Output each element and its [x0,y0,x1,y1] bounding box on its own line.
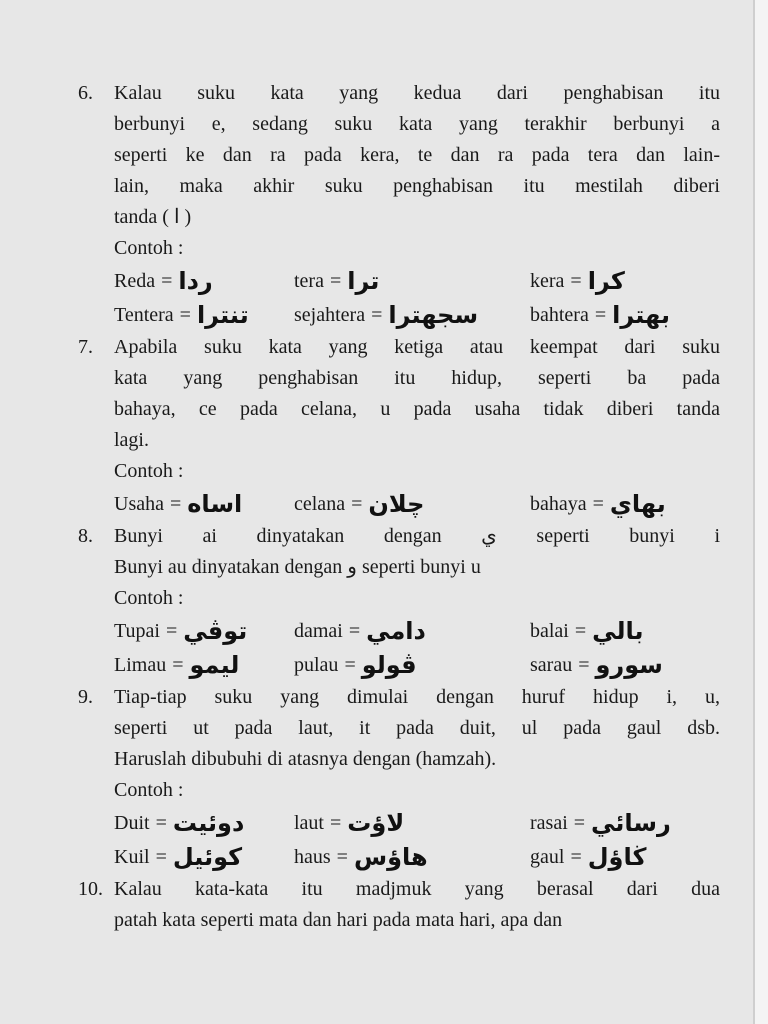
latin-word: tera [294,269,324,292]
jawi-word: کوئيل [172,843,243,871]
equals-sign: = [570,845,582,868]
jawi-word: هاؤس [353,843,428,871]
jawi-word: رسائي [591,809,671,837]
example-row [114,298,720,332]
equals-sign: = [592,492,604,515]
text-line: lagi. [114,429,149,451]
jawi-word: لاؤت [347,809,405,837]
rule-number: 10. [78,878,103,900]
latin-word: sarau [530,653,573,676]
equals-sign: = [165,619,178,642]
jawi-word: چلان [368,490,425,518]
example-label: Contoh : [114,237,184,259]
example-row [114,840,720,874]
jawi-word: ترا [347,267,380,295]
example-pair [294,809,530,837]
rule-number: 9. [78,686,93,708]
rule-number: 7. [78,336,93,358]
example-row [114,614,720,648]
example-pair [114,809,294,837]
example-label: Contoh : [114,460,184,482]
example-row [114,648,720,682]
example-pair [294,617,530,645]
latin-word: Tupai [114,619,160,642]
latin-word: Usaha [114,492,164,515]
jawi-word: سورو [595,651,663,679]
jawi-word: ليمو [189,651,240,679]
example-pair [114,651,294,679]
example-pair [294,267,530,295]
text-line: seperti ke dan ra pada kera, te dan ra pada tera dan lain- [114,144,720,166]
example-pair [530,490,710,518]
equals-sign: = [330,811,342,834]
example-pair [114,267,294,295]
text-line: Bunyi au dinyatakan dengan و seperti bunyi u [114,556,481,578]
example-pair [530,843,710,871]
text-line: bahaya, ce pada celana, u pada usaha tidak diberi tanda [114,398,720,420]
example-pair [114,843,294,871]
text-line: kata yang penghabisan itu hidup, seperti ba pada [114,367,720,389]
rule-text [114,78,720,233]
example-pair [114,490,294,518]
example-pair [530,301,710,329]
example-pair [530,617,710,645]
example-pair [114,301,294,329]
latin-word: sejahtera [294,303,366,326]
text-line: Kalau suku kata yang kedua dari penghabisan itu [114,82,720,104]
latin-word: haus [294,845,331,868]
text-line: seperti ut pada laut, it pada duit, ul pada gaul dsb. [114,717,720,739]
latin-word: gaul [530,845,565,868]
latin-word: celana [294,492,346,515]
equals-sign: = [344,653,356,676]
latin-word: rasai [530,811,568,834]
jawi-word: تنترا [196,301,249,329]
latin-word: laut [294,811,324,834]
rule-number: 8. [78,525,93,547]
text-line: Kalau kata-kata itu madjmuk yang berasal dari dua [114,878,720,900]
latin-word: Reda [114,269,156,292]
latin-word: kera [530,269,565,292]
jawi-word: ڤولو [361,651,417,679]
rule-number: 6. [78,82,93,104]
equals-sign: = [336,845,348,868]
text-line: berbunyi e, sedang suku kata yang terakhir berbunyi a [114,113,720,135]
rule-item [78,332,720,521]
example-pair [294,301,530,329]
example-row [114,264,720,298]
rule-text [114,682,720,775]
example-label: Contoh : [114,779,184,801]
example-pair [530,809,710,837]
jawi-word: دامي [366,617,426,645]
equals-sign: = [578,653,590,676]
equals-sign: = [348,619,361,642]
equals-sign: = [570,269,582,292]
example-pair [114,617,294,645]
latin-word: Kuil [114,845,150,868]
text-line: Tiap-tiap suku yang dimulai dengan huruf hidup i, u, [114,686,720,708]
latin-word: bahtera [530,303,589,326]
jawi-word: توڤي [183,617,248,645]
rule-item [78,521,720,682]
rule-item [78,874,720,936]
equals-sign: = [172,653,184,676]
equals-sign: = [179,303,191,326]
example-row [114,806,720,840]
rule-text [114,874,720,936]
equals-sign: = [574,619,587,642]
jawi-word: بهترا [612,301,670,329]
example-pair [530,651,710,679]
equals-sign: = [155,811,167,834]
latin-word: Tentera [114,303,174,326]
jawi-word: بهاي [609,490,666,518]
latin-word: pulau [294,653,339,676]
latin-word: balai [530,619,569,642]
latin-word: Duit [114,811,150,834]
text-line: patah kata seperti mata dan hari pada mata hari, apa dan [114,909,563,931]
jawi-word: بالي [592,617,644,645]
example-row [114,487,720,521]
jawi-word: اساه [187,490,243,518]
equals-sign: = [573,811,586,834]
jawi-word: ڬاؤل [587,843,647,871]
text-line: lain, maka akhir suku penghabisan itu mestilah diberi [114,175,720,197]
latin-word: damai [294,619,343,642]
equals-sign: = [371,303,383,326]
example-label: Contoh : [114,587,184,609]
page-content [78,78,720,936]
rule-item [78,78,720,332]
rule-text [114,521,720,583]
rule-text [114,332,720,456]
example-pair [294,843,530,871]
equals-sign: = [169,492,182,515]
jawi-word: سجهترا [388,301,479,329]
text-line: Bunyi ai dinyatakan dengan ي seperti bunyi i [114,525,720,547]
jawi-word: دوئيت [172,809,245,837]
example-pair [530,267,710,295]
text-line: Apabila suku kata yang ketiga atau keempat dari suku [114,336,720,358]
latin-word: Limau [114,653,167,676]
jawi-word: کرا [587,267,625,295]
rule-item [78,682,720,874]
equals-sign: = [155,845,167,868]
equals-sign: = [351,492,363,515]
page-edge [755,0,768,1024]
text-line: tanda ( ا ) [114,206,192,228]
latin-word: bahaya [530,492,587,515]
example-pair [294,651,530,679]
equals-sign: = [161,269,173,292]
example-pair [294,490,530,518]
equals-sign: = [329,269,342,292]
jawi-word: ردا [178,267,213,295]
equals-sign: = [594,303,607,326]
text-line: Haruslah dibubuhi di atasnya dengan (hamzah). [114,748,497,770]
